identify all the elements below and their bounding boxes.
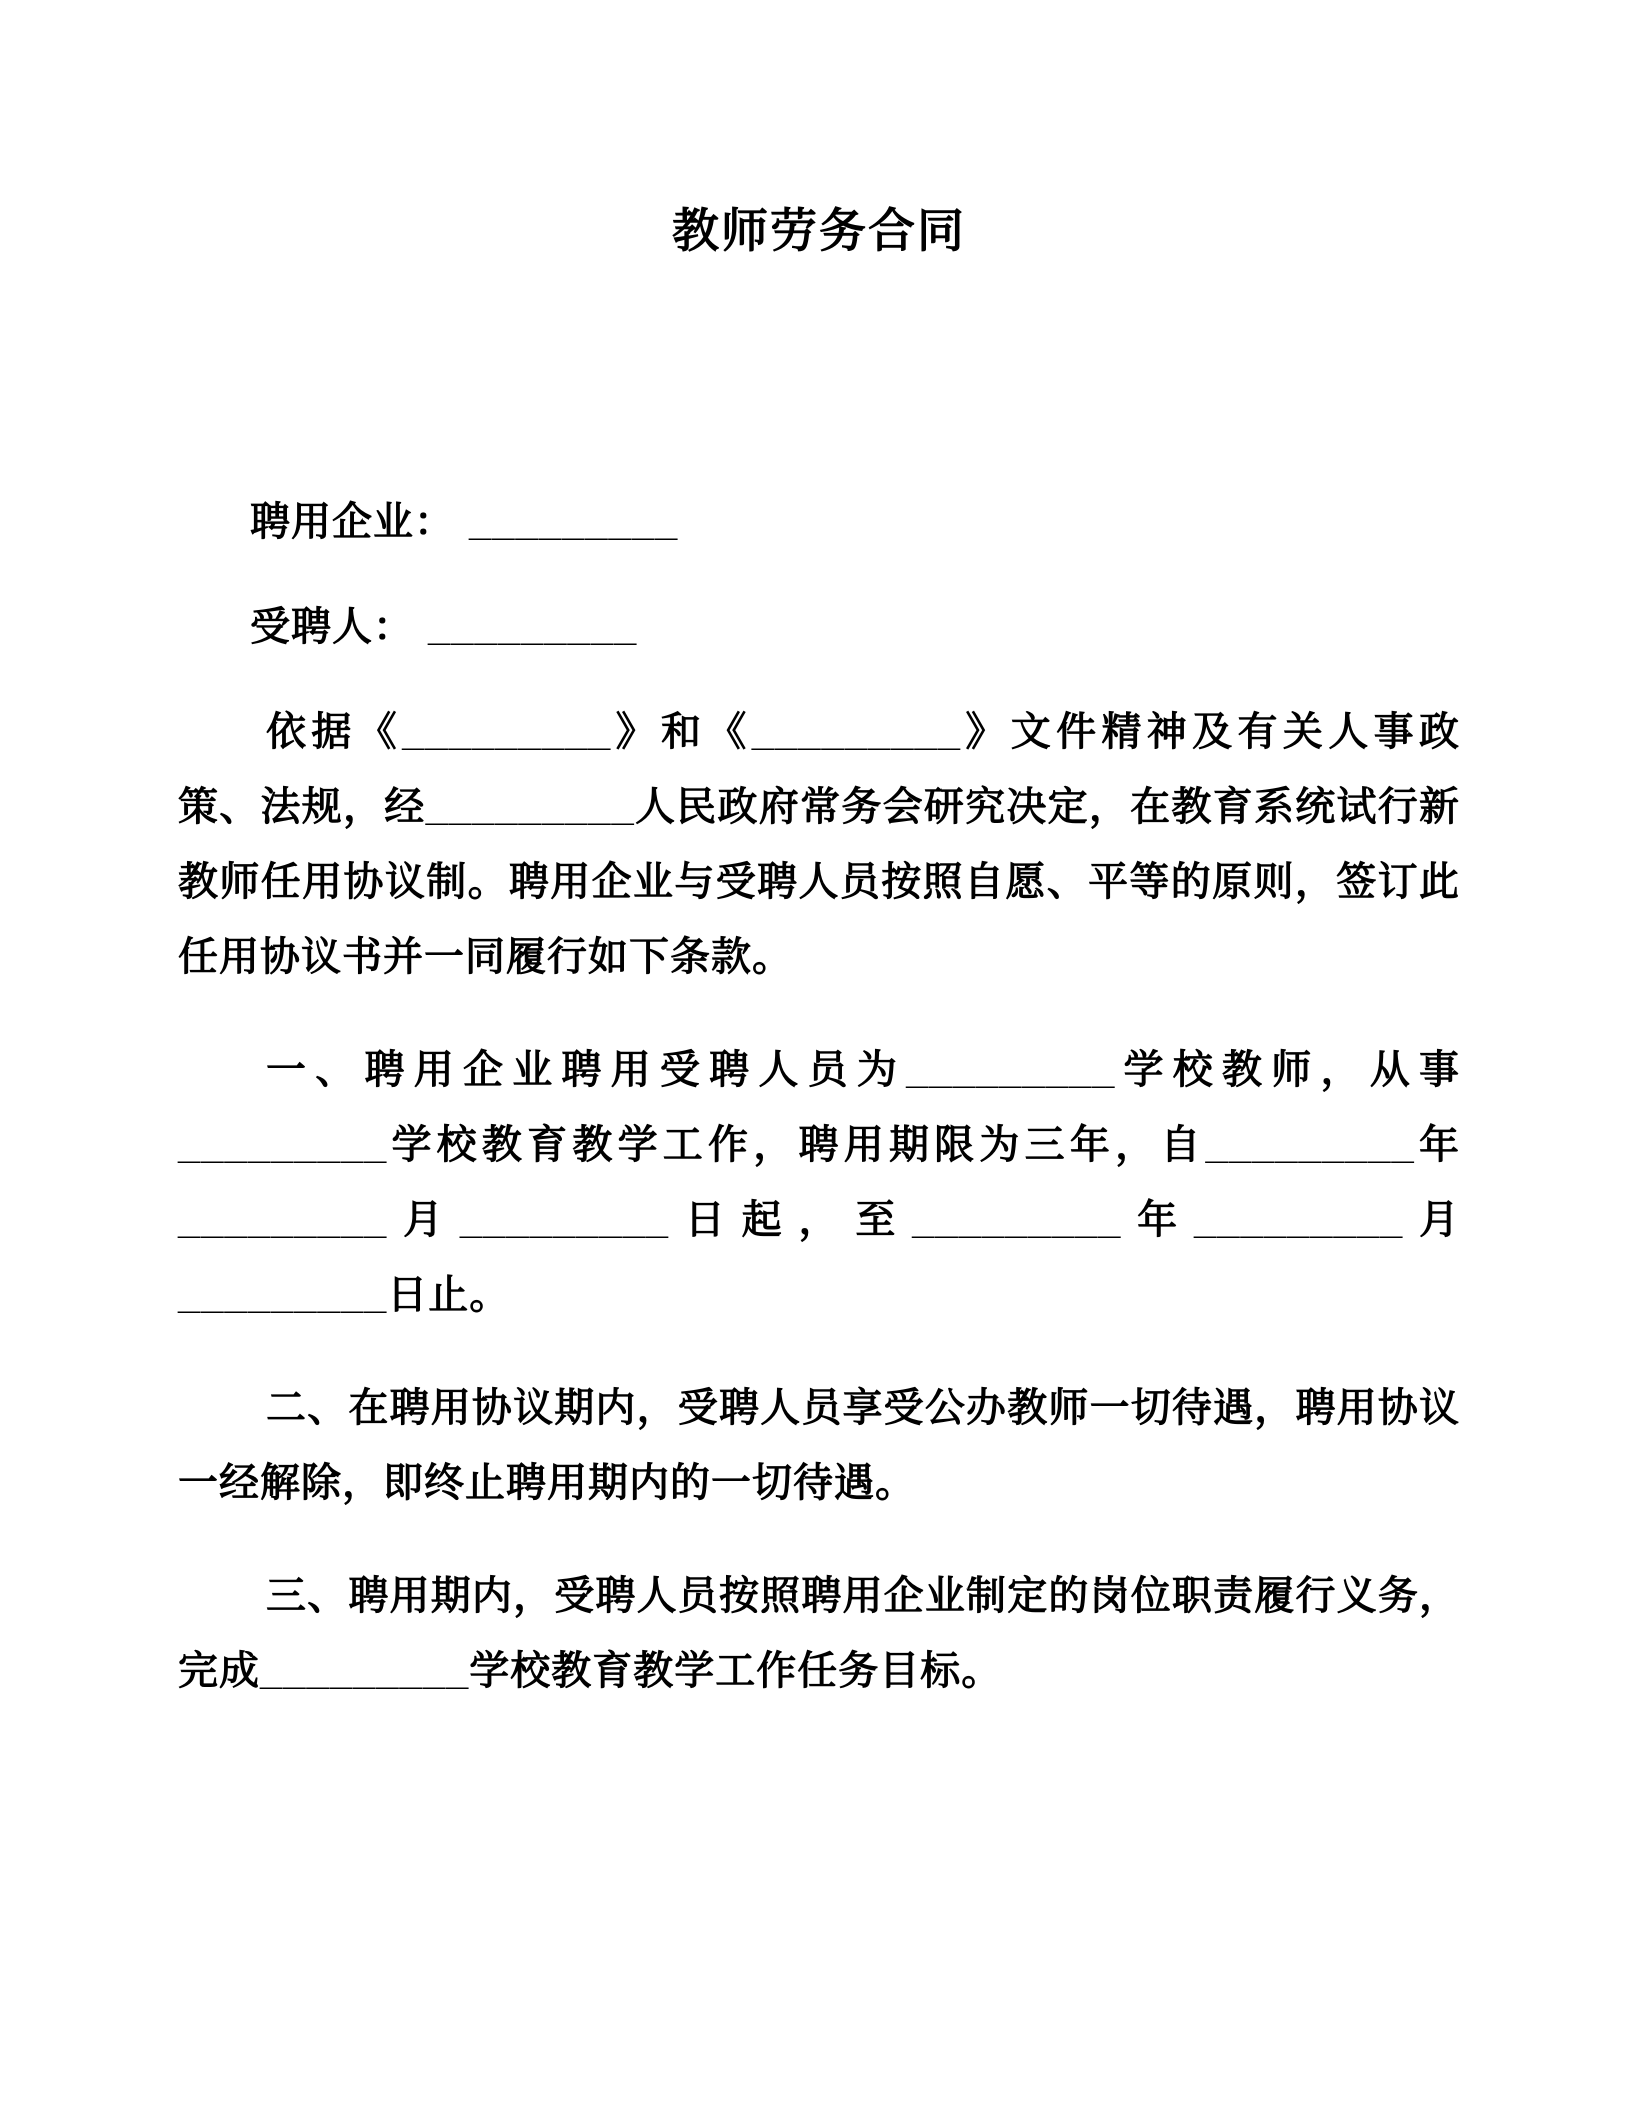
paragraph-clause-3: 三、聘用期内，受聘人员按照聘用企业制定的岗位职责履行义务，完成_________学校教育教学工作任务目标。: [178, 1574, 1460, 1693]
field-employer-blank: _________: [469, 500, 679, 544]
field-employer: [178, 485, 1460, 560]
field-employee-label: 受聘人：: [250, 605, 414, 649]
document-title: 教师劳务合同: [672, 204, 966, 257]
paragraph-preamble: 依据《_________》和《_________》文件精神及有关人事政策、法规，经_________人民政府常务会研究决定，在教育系统试行新教师任用协议制。聘用企业与受聘人员按照自愿、平等的原则，签订此任用协议书并一同履行如下条款。: [178, 710, 1460, 979]
field-employer-label: 聘用企业：: [250, 500, 455, 544]
field-employee: [178, 590, 1460, 665]
paragraph-clause-2: 二、在聘用协议期内，受聘人员享受公办教师一切待遇，聘用协议一经解除，即终止聘用期内的一切待遇。: [178, 1386, 1460, 1505]
field-employee-blank: _________: [428, 605, 638, 649]
paragraph-clause-1: 一、聘用企业聘用受聘人员为_________学校教师，从事_________学校教育教学工作，聘用期限为三年，自_________年_________月_________日起，至_________年_________月_________日止。: [178, 1048, 1460, 1317]
